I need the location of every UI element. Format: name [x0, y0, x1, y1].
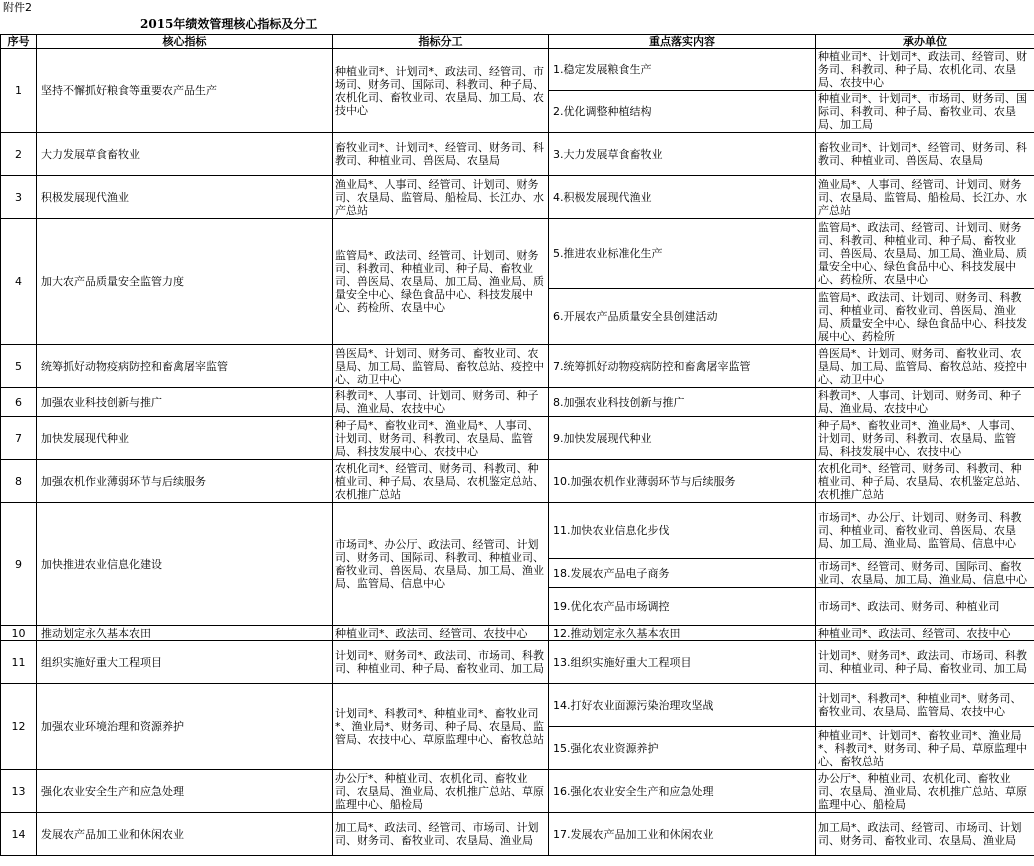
- seq-cell: 7: [1, 417, 37, 460]
- content-cell: 2.优化调整种植结构: [549, 91, 816, 133]
- header-seq: 序号: [1, 35, 37, 49]
- indicator-cell: 强化农业安全生产和应急处理: [37, 770, 333, 813]
- content-cell: 13.组织实施好重大工程项目: [549, 641, 816, 684]
- units-cell: 计划司*、财务司*、政法司、市场司、科教司、种植业司、种子局、畜牧业司、加工局: [816, 641, 1034, 684]
- seq-cell: 14: [1, 813, 37, 856]
- units-cell: 市场司*、办公厅、计划司、财务司、科教司、种植业司、畜牧业司、兽医局、农垦局、加工局、渔业局、监管局、信息中心: [816, 503, 1034, 559]
- division-cell: 农机化司*、经管司、财务司、科教司、种植业司、种子局、农垦局、农机鉴定总站、农机推广总站: [333, 460, 549, 503]
- table-row: [1, 49, 1034, 91]
- division-cell: 计划司*、财务司*、政法司、市场司、科教司、种植业司、种子局、畜牧业司、加工局: [333, 641, 549, 684]
- indicator-table: [0, 34, 1034, 856]
- content-cell: 16.强化农业安全生产和应急处理: [549, 770, 816, 813]
- content-cell: 9.加快发展现代种业: [549, 417, 816, 460]
- indicator-cell: 加快发展现代种业: [37, 417, 333, 460]
- table-row: [1, 626, 1034, 641]
- table-row: [1, 417, 1034, 460]
- seq-cell: 4: [1, 219, 37, 345]
- units-cell: 加工局*、政法司、经管司、市场司、计划司、财务司、畜牧业司、农垦局、渔业局: [816, 813, 1034, 856]
- units-cell: 种植业司*、计划司*、畜牧业司*、渔业局*、科教司*、财务司、种子局、草原监理中心、畜牧总站: [816, 727, 1034, 770]
- indicator-cell: 发展农产品加工业和休闲农业: [37, 813, 333, 856]
- seq-cell: 6: [1, 388, 37, 417]
- division-cell: 渔业局*、人事司、经管司、计划司、财务司、农垦局、监管局、船检局、长江办、水产总站: [333, 176, 549, 219]
- table-row: [1, 813, 1034, 856]
- units-cell: 市场司*、政法司、财务司、种植业司: [816, 588, 1034, 626]
- units-cell: 种植业司*、计划司*、政法司、经管司、财务司、科教司、种子局、农机化司、农垦局、农技中心: [816, 49, 1034, 91]
- division-cell: 兽医局*、计划司、财务司、畜牧业司、农垦局、加工局、监管局、畜牧总站、疫控中心、动卫中心: [333, 345, 549, 388]
- table-row: [1, 176, 1034, 219]
- seq-cell: 11: [1, 641, 37, 684]
- indicator-cell: 组织实施好重大工程项目: [37, 641, 333, 684]
- content-cell: 14.打好农业面源污染治理攻坚战: [549, 684, 816, 727]
- indicator-cell: 统筹抓好动物疫病防控和畜禽屠宰监管: [37, 345, 333, 388]
- units-cell: 计划司*、科教司*、种植业司*、财务司、畜牧业司、农垦局、监管局、农技中心: [816, 684, 1034, 727]
- division-cell: 计划司*、科教司*、种植业司*、畜牧业司*、渔业局*、财务司、种子局、农垦局、监管局、农技中心、草原监理中心、畜牧总站: [333, 684, 549, 770]
- units-cell: 兽医局*、计划司、财务司、畜牧业司、农垦局、加工局、监管局、畜牧总站、疫控中心、动卫中心: [816, 345, 1034, 388]
- units-cell: 渔业局*、人事司、经管司、计划司、财务司、农垦局、监管局、船检局、长江办、水产总站: [816, 176, 1034, 219]
- units-cell: 办公厅*、种植业司、农机化司、畜牧业司、农垦局、渔业局、农机推广总站、草原监理中心、船检局: [816, 770, 1034, 813]
- indicator-cell: 坚持不懈抓好粮食等重要农产品生产: [37, 49, 333, 133]
- table-row: [1, 503, 1034, 559]
- attachment-label: 附件2: [3, 1, 32, 14]
- content-cell: 10.加强农机作业薄弱环节与后续服务: [549, 460, 816, 503]
- indicator-cell: 推动划定永久基本农田: [37, 626, 333, 641]
- indicator-cell: 大力发展草食畜牧业: [37, 133, 333, 176]
- seq-cell: 8: [1, 460, 37, 503]
- content-cell: 4.积极发展现代渔业: [549, 176, 816, 219]
- table-row: [1, 219, 1034, 289]
- seq-cell: 2: [1, 133, 37, 176]
- table-row: [1, 345, 1034, 388]
- header-indicator: 核心指标: [37, 35, 333, 49]
- division-cell: 畜牧业司*、计划司*、经管司、财务司、科教司、种植业司、兽医局、农垦局: [333, 133, 549, 176]
- table-header-row: [1, 35, 1034, 49]
- table-row: [1, 460, 1034, 503]
- content-cell: 17.发展农产品加工业和休闲农业: [549, 813, 816, 856]
- seq-cell: 1: [1, 49, 37, 133]
- content-cell: 3.大力发展草食畜牧业: [549, 133, 816, 176]
- division-cell: 种植业司*、政法司、经管司、农技中心: [333, 626, 549, 641]
- header-units: 承办单位: [816, 35, 1034, 49]
- indicator-cell: 积极发展现代渔业: [37, 176, 333, 219]
- table-row: [1, 133, 1034, 176]
- division-cell: 科教司*、人事司、计划司、财务司、种子局、渔业局、农技中心: [333, 388, 549, 417]
- units-cell: 市场司*、经管司、财务司、国际司、畜牧业司、农垦局、加工局、渔业局、信息中心: [816, 559, 1034, 588]
- seq-cell: 9: [1, 503, 37, 626]
- seq-cell: 3: [1, 176, 37, 219]
- content-cell: 8.加强农业科技创新与推广: [549, 388, 816, 417]
- division-cell: 种植业司*、计划司*、政法司、经管司、市场司、财务司、国际司、科教司、种子局、农机化司、畜牧业司、农垦局、加工局、农技中心: [333, 49, 549, 133]
- content-cell: 5.推进农业标准化生产: [549, 219, 816, 289]
- indicator-cell: 加强农业科技创新与推广: [37, 388, 333, 417]
- units-cell: 种子局*、畜牧业司*、渔业局*、人事司、计划司、财务司、科教司、农垦局、监管局、科技发展中心、农技中心: [816, 417, 1034, 460]
- units-cell: 种植业司*、政法司、经管司、农技中心: [816, 626, 1034, 641]
- indicator-cell: 加强农机作业薄弱环节与后续服务: [37, 460, 333, 503]
- content-cell: 18.发展农产品电子商务: [549, 559, 816, 588]
- units-cell: 科教司*、人事司、计划司、财务司、种子局、渔业局、农技中心: [816, 388, 1034, 417]
- seq-cell: 5: [1, 345, 37, 388]
- content-cell: 15.强化农业资源养护: [549, 727, 816, 770]
- table-row: [1, 770, 1034, 813]
- content-cell: 11.加快农业信息化步伐: [549, 503, 816, 559]
- indicator-cell: 加强农业环境治理和资源养护: [37, 684, 333, 770]
- table-row: [1, 684, 1034, 727]
- seq-cell: 12: [1, 684, 37, 770]
- division-cell: 办公厅*、种植业司、农机化司、畜牧业司、农垦局、渔业局、农机推广总站、草原监理中心、船检局: [333, 770, 549, 813]
- content-cell: 1.稳定发展粮食生产: [549, 49, 816, 91]
- page-title: 2015年绩效管理核心指标及分工: [140, 17, 318, 31]
- units-cell: 种植业司*、计划司*、市场司、财务司、国际司、科教司、种子局、畜牧业司、农垦局、加工局: [816, 91, 1034, 133]
- table-row: [1, 388, 1034, 417]
- units-cell: 农机化司*、经管司、财务司、科教司、种植业司、种子局、农垦局、农机鉴定总站、农机推广总站: [816, 460, 1034, 503]
- content-cell: 7.统筹抓好动物疫病防控和畜禽屠宰监管: [549, 345, 816, 388]
- content-cell: 6.开展农产品质量安全县创建活动: [549, 289, 816, 345]
- header-content: 重点落实内容: [549, 35, 816, 49]
- units-cell: 监管局*、政法司、经管司、计划司、财务司、科教司、种植业司、种子局、畜牧业司、兽医局、农垦局、加工局、渔业局、质量安全中心、绿色食品中心、科技发展中心、药检所、农垦中心: [816, 219, 1034, 289]
- content-cell: 19.优化农产品市场调控: [549, 588, 816, 626]
- table-row: [1, 641, 1034, 684]
- seq-cell: 13: [1, 770, 37, 813]
- division-cell: 监管局*、政法司、经管司、计划司、财务司、科教司、种植业司、种子局、畜牧业司、兽医局、农垦局、加工局、渔业局、质量安全中心、绿色食品中心、科技发展中心、药检所、农垦中心: [333, 219, 549, 345]
- division-cell: 市场司*、办公厅、政法司、经管司、计划司、财务司、国际司、科教司、种植业司、畜牧业司、兽医局、农垦局、加工局、渔业局、监管局、信息中心: [333, 503, 549, 626]
- units-cell: 监管局*、政法司、计划司、财务司、科教司、种植业司、畜牧业司、兽医局、渔业局、质量安全中心、绿色食品中心、科技发展中心、药检所: [816, 289, 1034, 345]
- seq-cell: 10: [1, 626, 37, 641]
- indicator-cell: 加快推进农业信息化建设: [37, 503, 333, 626]
- content-cell: 12.推动划定永久基本农田: [549, 626, 816, 641]
- division-cell: 种子局*、畜牧业司*、渔业局*、人事司、计划司、财务司、科教司、农垦局、监管局、科技发展中心、农技中心: [333, 417, 549, 460]
- header-division: 指标分工: [333, 35, 549, 49]
- division-cell: 加工局*、政法司、经管司、市场司、计划司、财务司、畜牧业司、农垦局、渔业局: [333, 813, 549, 856]
- indicator-cell: 加大农产品质量安全监管力度: [37, 219, 333, 345]
- units-cell: 畜牧业司*、计划司*、经管司、财务司、科教司、种植业司、兽医局、农垦局: [816, 133, 1034, 176]
